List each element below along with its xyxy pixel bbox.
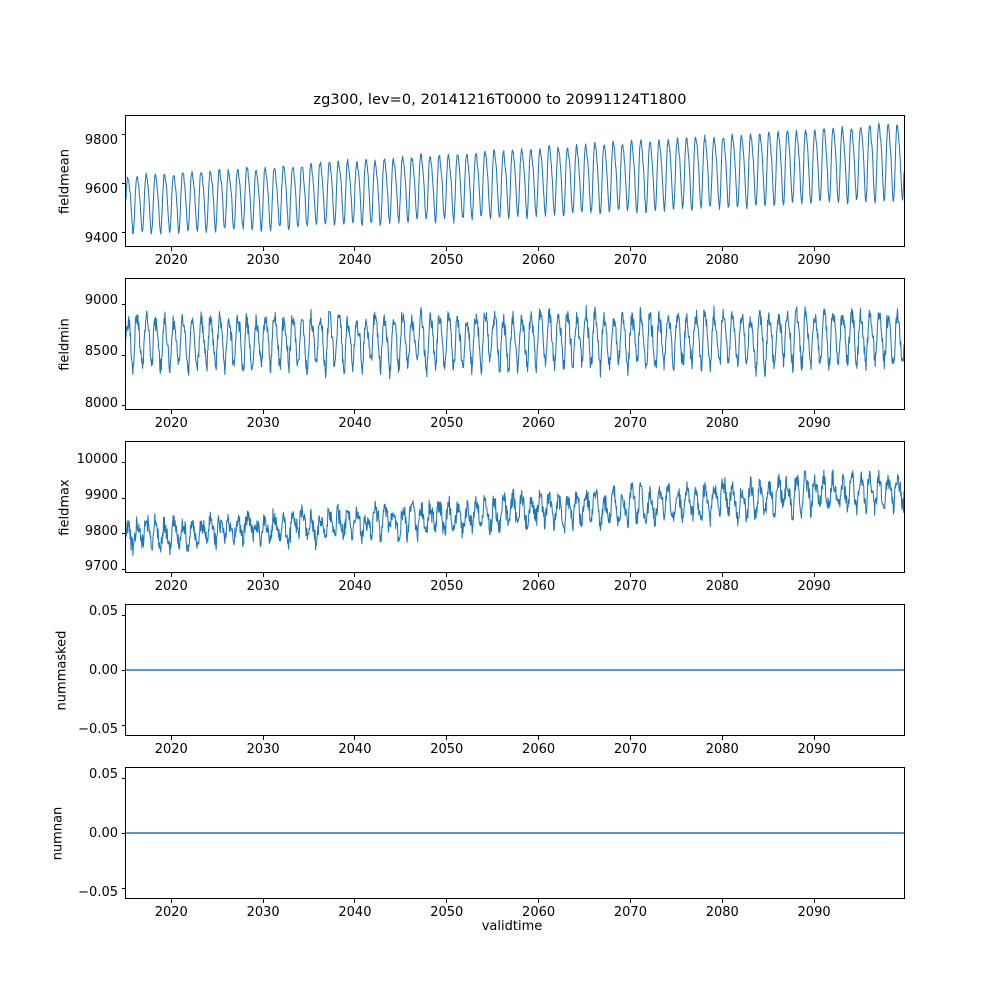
x-tickmark — [446, 736, 447, 740]
x-tickmark — [171, 410, 172, 414]
xtick-nummasked-0: 2020 — [154, 742, 188, 757]
xtick-numnan-4: 2060 — [522, 905, 556, 920]
xtick-numnan-3: 2050 — [430, 905, 464, 920]
y-tickmark — [122, 725, 126, 726]
y-tickmark — [122, 183, 126, 184]
y-tickmark — [122, 498, 126, 499]
x-tickmark — [630, 899, 631, 903]
x-tickmark — [538, 247, 539, 251]
xtick-fieldmin-0: 2020 — [154, 416, 188, 431]
xtick-fieldmax-6: 2080 — [705, 579, 739, 594]
x-tickmark — [263, 736, 264, 740]
xtick-fieldmin-5: 2070 — [613, 416, 647, 431]
ytick-fieldmean-1: 9600 — [84, 182, 118, 197]
xtick-fieldmin-7: 2090 — [797, 416, 831, 431]
x-tickmark — [722, 247, 723, 251]
x-tickmark — [722, 573, 723, 577]
x-tickmark — [354, 410, 355, 414]
fieldmax-line-plot — [126, 442, 904, 572]
xtick-nummasked-7: 2090 — [797, 742, 831, 757]
ytick-fieldmax-2: 9900 — [84, 488, 118, 503]
x-tickmark — [538, 899, 539, 903]
y-tickmark — [122, 232, 126, 233]
ytick-numnan-1: 0.00 — [89, 826, 118, 841]
x-tickmark — [538, 410, 539, 414]
xtick-numnan-5: 2070 — [613, 905, 647, 920]
x-tickmark — [814, 247, 815, 251]
x-tickmark — [814, 899, 815, 903]
xtick-fieldmean-6: 2080 — [705, 253, 739, 268]
xtick-fieldmax-1: 2030 — [246, 579, 280, 594]
xtick-nummasked-3: 2050 — [430, 742, 464, 757]
nummasked-line-plot — [126, 605, 904, 735]
x-tickmark — [263, 247, 264, 251]
xlabel-validtime: validtime — [481, 919, 543, 934]
xtick-fieldmin-4: 2060 — [522, 416, 556, 431]
x-tickmark — [263, 573, 264, 577]
xtick-numnan-7: 2090 — [797, 905, 831, 920]
x-tickmark — [722, 736, 723, 740]
xtick-fieldmax-5: 2070 — [613, 579, 647, 594]
x-tickmark — [446, 247, 447, 251]
fieldmean-series-line — [126, 123, 904, 234]
xtick-fieldmin-3: 2050 — [430, 416, 464, 431]
xtick-nummasked-5: 2070 — [613, 742, 647, 757]
ytick-fieldmax-1: 9800 — [84, 524, 118, 539]
ytick-nummasked-1: 0.00 — [89, 663, 118, 678]
ytick-fieldmax-3: 10000 — [76, 452, 118, 467]
xtick-fieldmax-7: 2090 — [797, 579, 831, 594]
x-tickmark — [630, 573, 631, 577]
xtick-fieldmax-3: 2050 — [430, 579, 464, 594]
y-tickmark — [122, 833, 126, 834]
fieldmax-series-line — [126, 470, 904, 556]
ylabel-nummasked: nummasked — [54, 630, 70, 711]
x-tickmark — [354, 247, 355, 251]
x-tickmark — [446, 573, 447, 577]
ytick-numnan-2: 0.05 — [89, 767, 118, 782]
xtick-nummasked-1: 2030 — [246, 742, 280, 757]
xtick-fieldmin-2: 2040 — [338, 416, 372, 431]
xtick-numnan-6: 2080 — [705, 905, 739, 920]
y-tickmark — [122, 405, 126, 406]
x-tickmark — [722, 410, 723, 414]
xtick-fieldmean-0: 2020 — [154, 253, 188, 268]
fieldmin-series-line — [126, 306, 904, 379]
x-tickmark — [538, 736, 539, 740]
ylabel-fieldmean: fieldmean — [57, 149, 73, 214]
xtick-fieldmin-6: 2080 — [705, 416, 739, 431]
ytick-fieldmin-0: 8000 — [84, 396, 118, 411]
xtick-fieldmax-2: 2040 — [338, 579, 372, 594]
ytick-fieldmean-2: 9800 — [84, 133, 118, 148]
xtick-fieldmean-3: 2050 — [430, 253, 464, 268]
x-tickmark — [171, 899, 172, 903]
numnan-line-plot — [126, 768, 904, 898]
x-tickmark — [814, 410, 815, 414]
x-tickmark — [630, 247, 631, 251]
xtick-nummasked-6: 2080 — [705, 742, 739, 757]
y-tickmark — [122, 134, 126, 135]
y-tickmark — [122, 778, 126, 779]
xtick-fieldmean-4: 2060 — [522, 253, 556, 268]
x-tickmark — [171, 247, 172, 251]
xtick-numnan-1: 2030 — [246, 905, 280, 920]
xtick-nummasked-2: 2040 — [338, 742, 372, 757]
ytick-numnan-0: −0.05 — [78, 885, 118, 900]
figure-title: zg300, lev=0, 20141216T0000 to 20991124T1800 — [313, 92, 687, 108]
x-tickmark — [354, 736, 355, 740]
y-tickmark — [122, 462, 126, 463]
ytick-fieldmin-2: 9000 — [84, 293, 118, 308]
fieldmin-line-plot — [126, 279, 904, 409]
ytick-fieldmean-0: 9400 — [84, 231, 118, 246]
y-tickmark — [122, 615, 126, 616]
y-tickmark — [122, 304, 126, 305]
x-tickmark — [814, 736, 815, 740]
xtick-numnan-0: 2020 — [154, 905, 188, 920]
ylabel-numnan: numnan — [50, 806, 66, 861]
ylabel-fieldmax: fieldmax — [57, 479, 73, 536]
x-tickmark — [354, 899, 355, 903]
ylabel-fieldmin: fieldmin — [57, 318, 73, 371]
plot-panel-fieldmean — [125, 115, 905, 247]
ytick-fieldmax-0: 9700 — [84, 559, 118, 574]
ytick-nummasked-2: 0.05 — [89, 604, 118, 619]
x-tickmark — [630, 736, 631, 740]
fieldmean-line-plot — [126, 116, 904, 246]
xtick-nummasked-4: 2060 — [522, 742, 556, 757]
plot-panel-nummasked — [125, 604, 905, 736]
xtick-fieldmax-0: 2020 — [154, 579, 188, 594]
xtick-fieldmean-5: 2070 — [613, 253, 647, 268]
x-tickmark — [446, 899, 447, 903]
x-tickmark — [171, 736, 172, 740]
x-tickmark — [263, 410, 264, 414]
plot-panel-fieldmin — [125, 278, 905, 410]
xtick-fieldmin-1: 2030 — [246, 416, 280, 431]
x-tickmark — [171, 573, 172, 577]
xtick-fieldmean-1: 2030 — [246, 253, 280, 268]
x-tickmark — [538, 573, 539, 577]
x-tickmark — [446, 410, 447, 414]
xtick-fieldmax-4: 2060 — [522, 579, 556, 594]
ytick-nummasked-0: −0.05 — [78, 722, 118, 737]
plot-panel-fieldmax — [125, 441, 905, 573]
ytick-fieldmin-1: 8500 — [84, 344, 118, 359]
x-tickmark — [722, 899, 723, 903]
xtick-fieldmean-7: 2090 — [797, 253, 831, 268]
y-tickmark — [122, 569, 126, 570]
y-tickmark — [122, 355, 126, 356]
y-tickmark — [122, 888, 126, 889]
x-tickmark — [630, 410, 631, 414]
x-tickmark — [814, 573, 815, 577]
xtick-numnan-2: 2040 — [338, 905, 372, 920]
y-tickmark — [122, 670, 126, 671]
x-tickmark — [354, 573, 355, 577]
plot-panel-numnan — [125, 767, 905, 899]
y-tickmark — [122, 533, 126, 534]
x-tickmark — [263, 899, 264, 903]
xtick-fieldmean-2: 2040 — [338, 253, 372, 268]
